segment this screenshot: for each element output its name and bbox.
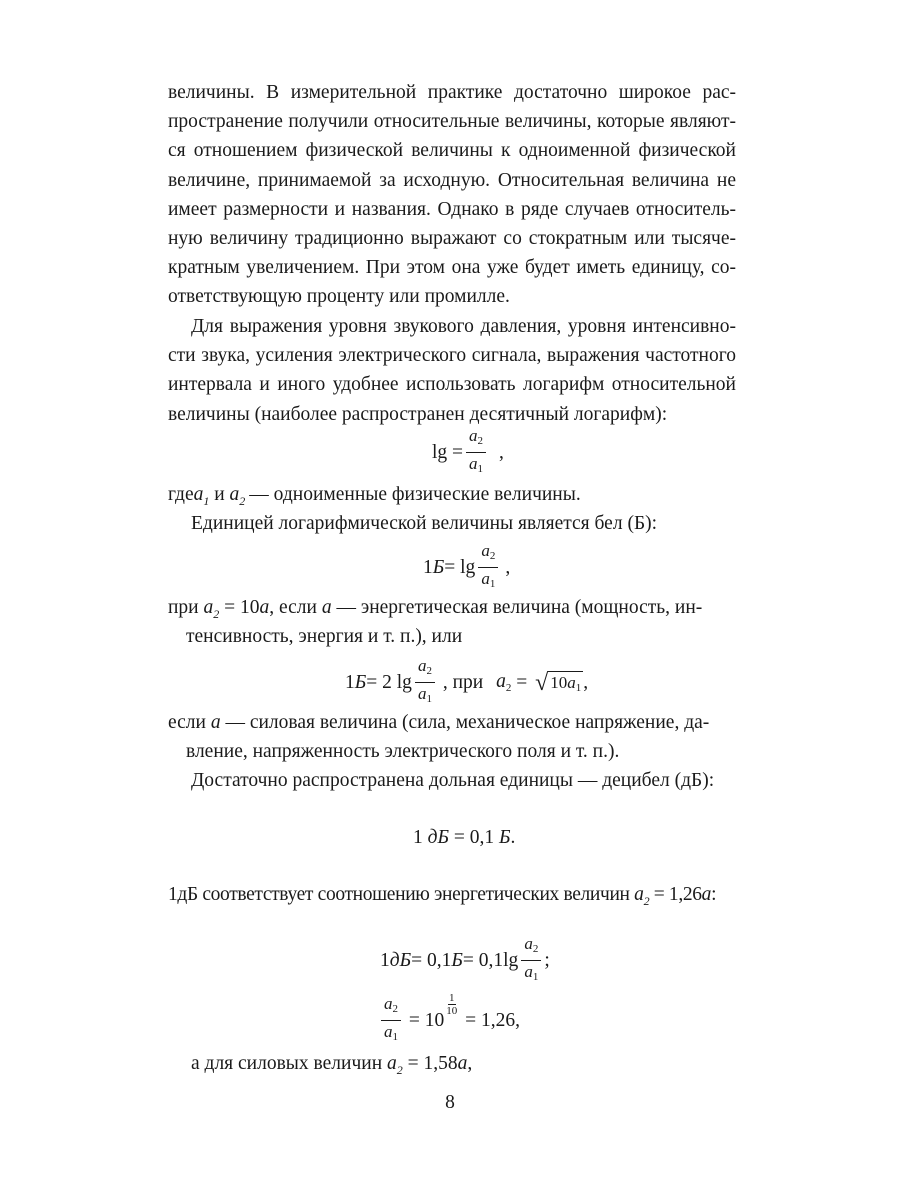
subscript: 1 — [532, 971, 539, 983]
variable: a — [701, 884, 712, 905]
exponent-denominator: 10 — [446, 1004, 458, 1017]
text: = 2 lg — [366, 671, 412, 693]
variable: a — [567, 672, 576, 692]
bel-intro: Единицей логарифмической величины является бел (Б): — [191, 513, 658, 534]
where-line — [168, 484, 581, 509]
variable: a — [384, 1022, 393, 1041]
subscript: 2 — [396, 1063, 403, 1077]
unit: дБ — [427, 827, 449, 848]
text-line: кратным увеличением. При этом она уже будет иметь единицу, со- — [168, 257, 736, 279]
subscript: 2 — [426, 665, 432, 677]
variable: a — [321, 597, 332, 618]
force-condition-line2: вление, напряженность электрического поля и т. п.). — [186, 741, 620, 762]
text: , если — [269, 597, 322, 618]
paragraph-relative-values — [168, 78, 736, 312]
force-condition-line1 — [168, 712, 709, 734]
radicand — [548, 671, 583, 695]
formula-tail: . — [510, 827, 516, 848]
unit: дБ — [389, 949, 412, 971]
subscript: 1 — [575, 681, 582, 694]
fraction — [466, 425, 486, 480]
text: = — [511, 671, 533, 693]
force-ratio-line — [191, 1053, 472, 1078]
text: = 1,58 — [402, 1053, 458, 1074]
subscript: 2 — [489, 550, 496, 562]
variable: a — [496, 671, 506, 692]
fraction — [521, 933, 541, 988]
variable: a — [417, 656, 427, 675]
formula-tail: ; — [544, 949, 550, 971]
unit: Б — [354, 671, 367, 693]
fraction-denominator — [466, 453, 486, 480]
unit: Б — [499, 827, 511, 848]
exponent-fraction — [445, 992, 458, 1017]
fraction-numerator — [381, 993, 401, 1021]
text-line: пространение получили относительные величины, которые являют- — [168, 111, 736, 133]
text: = lg — [444, 556, 476, 578]
text: = 1,26 — [649, 884, 702, 905]
power — [404, 991, 458, 1032]
text: при — [168, 597, 204, 618]
subscript: 1 — [392, 1031, 398, 1043]
subscript: 1 — [477, 463, 484, 475]
square-root — [535, 671, 583, 695]
text: = 0,1 — [449, 827, 499, 848]
text: = 0,1lg — [462, 949, 519, 971]
text-line: ся отношением физической величины к одноименной физической — [168, 140, 736, 162]
fraction-numerator — [521, 933, 541, 961]
fraction — [415, 655, 435, 710]
energy-condition-line1 — [168, 597, 702, 622]
number: 1 — [423, 556, 433, 578]
variable: a — [481, 541, 490, 560]
subscript: 2 — [239, 494, 246, 508]
text: 1дБ соответствует соотношению энергетических величин — [168, 884, 635, 905]
variable: a — [417, 684, 427, 703]
text: = 10 — [219, 597, 260, 618]
subscript: 1 — [489, 578, 496, 590]
text: и — [209, 484, 230, 505]
text: = 10 — [404, 1009, 445, 1031]
fraction-denominator — [415, 683, 435, 710]
text: — силовая величина (сила, механическое напряжение, да- — [220, 712, 710, 733]
radical-sign-icon: √ — [535, 669, 549, 696]
text: , — [467, 1053, 473, 1074]
text: где — [168, 484, 194, 505]
variable: a — [457, 1053, 468, 1074]
fraction-numerator — [478, 540, 498, 568]
variable: a — [384, 994, 393, 1013]
text-line: Для выражения уровня звукового давления, уровня интенсивно- — [191, 316, 736, 337]
text-line: сти звука, усиления электрического сигнала, выражения частотного — [168, 345, 736, 367]
formula-lhs: lg = — [432, 441, 464, 463]
variable: a — [203, 597, 214, 618]
subscript: 2 — [505, 682, 512, 694]
text-line: величины. В измерительной практике достаточно широкое рас- — [168, 82, 736, 103]
subscript: 2 — [213, 607, 220, 621]
number: 1 — [413, 827, 428, 848]
text-line: ную величину традиционно выражают со стократным или тысяче- — [168, 228, 736, 250]
variable: a — [387, 1053, 397, 1074]
text-line: величине, принимаемой за исходную. Относительная величина не — [168, 169, 736, 191]
subscript: 1 — [203, 494, 210, 508]
fraction-denominator — [381, 1021, 401, 1048]
paragraph-logarithm — [168, 312, 736, 429]
formula-tail: , — [499, 441, 504, 463]
subscript: 2 — [643, 894, 650, 908]
text-line: ответствующую проценту или промилле. — [168, 286, 510, 308]
text-line: имеет размерности и названия. Однако в ряде случаев относитель- — [168, 198, 736, 220]
variable: a — [634, 884, 644, 905]
variable: a — [469, 454, 478, 473]
fraction-numerator — [415, 655, 435, 683]
text: — одноименные физические величины. — [249, 484, 581, 505]
number: 1 — [380, 949, 390, 971]
exponent-numerator: 1 — [449, 991, 455, 1004]
formula-lg-ratio — [432, 425, 504, 480]
text: = 0,1 — [411, 949, 452, 971]
subscript: 2 — [532, 943, 539, 955]
formula-decibel-log — [380, 933, 550, 988]
fraction-numerator — [466, 425, 486, 453]
db-ratio-line — [168, 884, 716, 909]
unit: Б — [432, 556, 445, 578]
text: = 1,26, — [460, 1009, 520, 1031]
text: : — [711, 884, 717, 905]
variable: a — [481, 569, 490, 588]
fraction-denominator — [478, 568, 498, 595]
formula-bel-force — [345, 655, 588, 710]
variable: a — [469, 426, 478, 445]
energy-condition-line2: тенсивность, энергия и т. п.), или — [186, 626, 463, 647]
variable: a — [259, 597, 270, 618]
formula-bel — [423, 540, 510, 595]
formula-tail: , — [505, 556, 511, 578]
number: 1 — [345, 671, 355, 693]
formula-tail: , — [583, 671, 589, 693]
text: , при — [437, 671, 489, 693]
variable: a — [229, 484, 240, 505]
text: — энергетическая величина (мощность, ин- — [331, 597, 703, 618]
text: а для силовых величин — [191, 1053, 387, 1074]
text-line: интервала и иного удобнее использовать логарифм относительной — [168, 374, 736, 396]
fraction — [478, 540, 498, 595]
text-line: величины (наиболее распространен десятичный логарифм): — [168, 403, 668, 425]
subscript: 2 — [477, 435, 484, 447]
number: 10 — [550, 672, 568, 692]
variable: a — [210, 712, 221, 733]
fraction — [381, 993, 401, 1048]
text: если — [168, 712, 211, 733]
subscript: 1 — [426, 693, 432, 705]
variable: a — [524, 934, 533, 953]
formula-ratio-power — [378, 993, 520, 1048]
decibel-intro: Достаточно распространена дольная единицы — децибел (дБ): — [191, 770, 715, 791]
variable: a — [193, 484, 204, 505]
page-number: 8 — [445, 1092, 455, 1113]
unit: Б — [451, 949, 463, 971]
formula-decibel — [413, 827, 515, 849]
subscript: 2 — [392, 1003, 398, 1015]
variable: a — [524, 962, 533, 981]
fraction-denominator — [521, 961, 541, 988]
